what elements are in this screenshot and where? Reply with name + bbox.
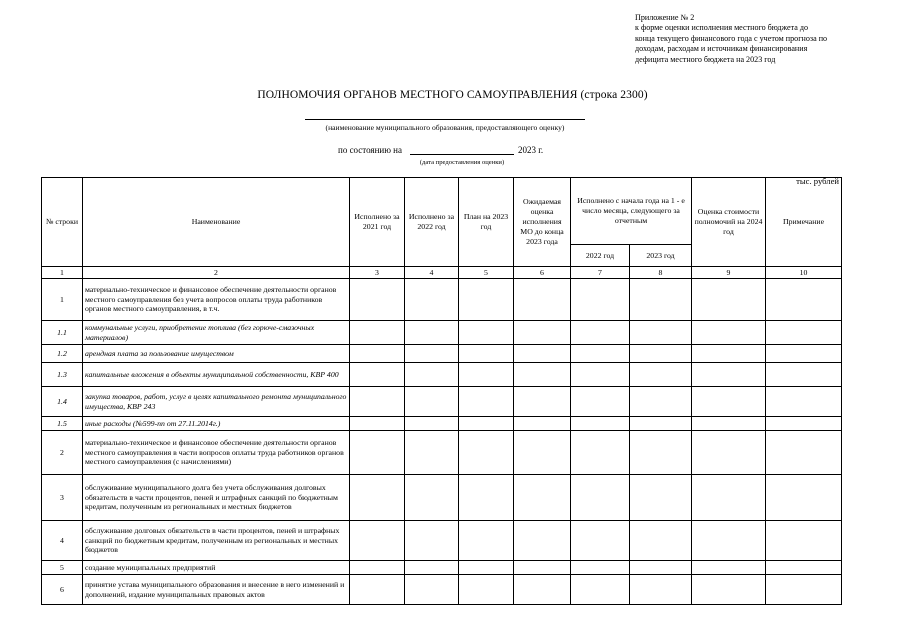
appendix-line: доходам, расходам и источникам финансирования: [635, 44, 808, 54]
table-row: [42, 575, 842, 605]
value-cell: [766, 575, 842, 605]
value-cell: [350, 417, 405, 431]
value-cell: [571, 475, 630, 521]
table-row: [42, 475, 842, 521]
value-cell: [514, 431, 571, 475]
value-cell: [405, 475, 459, 521]
date-suffix: 2023 г.: [518, 145, 544, 155]
col-number: 4: [405, 267, 459, 279]
value-cell: [692, 561, 766, 575]
value-cell: [459, 321, 514, 345]
value-cell: [766, 321, 842, 345]
value-cell: [692, 321, 766, 345]
value-cell: [350, 279, 405, 321]
page-title-text: ПОЛНОМОЧИЯ ОРГАНОВ МЕСТНОГО САМОУПРАВЛЕНИЯ (строка 2300): [257, 89, 648, 101]
value-cell: [459, 575, 514, 605]
value-cell: [766, 345, 842, 363]
row-number: 4: [42, 521, 83, 561]
value-cell: [692, 363, 766, 387]
value-cell: [459, 345, 514, 363]
table-row: [42, 279, 842, 321]
value-cell: [630, 321, 692, 345]
value-cell: [514, 279, 571, 321]
appendix-line: дефицита местного бюджета на 2023 год: [635, 54, 776, 64]
col-number: 9: [692, 267, 766, 279]
row-number: 2: [42, 431, 83, 475]
value-cell: [350, 345, 405, 363]
value-cell: [630, 475, 692, 521]
table-row: [42, 345, 842, 363]
value-cell: [630, 417, 692, 431]
value-cell: [692, 279, 766, 321]
value-cell: [459, 417, 514, 431]
page-title: [0, 89, 905, 101]
row-number: 1: [42, 279, 83, 321]
row-name: арендная плата за пользование имуществом: [83, 345, 350, 363]
units-label: тыс. рублей: [796, 176, 839, 186]
value-cell: [766, 521, 842, 561]
row-name: закупка товаров, работ, услуг в целях капитального ремонта муниципального имущества, КВР 243: [83, 387, 350, 417]
value-cell: [630, 575, 692, 605]
table-row: [42, 431, 842, 475]
value-cell: [630, 363, 692, 387]
row-number: 1.4: [42, 387, 83, 417]
col-number: 5: [459, 267, 514, 279]
header-name: Наименование: [83, 178, 350, 267]
value-cell: [405, 279, 459, 321]
value-cell: [630, 521, 692, 561]
value-cell: [630, 279, 692, 321]
value-cell: [350, 561, 405, 575]
value-cell: [571, 561, 630, 575]
value-cell: [766, 363, 842, 387]
value-cell: [692, 387, 766, 417]
row-name: капитальные вложения в объекты муниципальной собственности, КВР 400: [83, 363, 350, 387]
value-cell: [571, 345, 630, 363]
value-cell: [630, 431, 692, 475]
value-cell: [571, 279, 630, 321]
date-blank-line: [410, 154, 514, 155]
table-row: [42, 417, 842, 431]
value-cell: [514, 475, 571, 521]
value-cell: [514, 417, 571, 431]
header-c10: Примечание: [766, 178, 842, 267]
value-cell: [766, 561, 842, 575]
value-cell: [514, 521, 571, 561]
value-cell: [630, 387, 692, 417]
col-number: 8: [630, 267, 692, 279]
row-number: 6: [42, 575, 83, 605]
value-cell: [630, 345, 692, 363]
col-number: 6: [514, 267, 571, 279]
value-cell: [459, 561, 514, 575]
column-number-row: [42, 267, 842, 279]
header-c6: Ожидаемая оценка исполнения МО до конца 2023 года: [514, 178, 571, 267]
value-cell: [350, 387, 405, 417]
value-cell: [766, 279, 842, 321]
value-cell: [405, 417, 459, 431]
powers-table: [41, 177, 842, 605]
value-cell: [350, 475, 405, 521]
col-number: 3: [350, 267, 405, 279]
value-cell: [405, 561, 459, 575]
row-name: создание муниципальных предприятий: [83, 561, 350, 575]
row-name: обслуживание муниципального долга без учета обслуживания долговых обязательств в части процентов, пеней и штрафных санкций по бюджетным кредитам, полученным из региональных и местных бюджетов: [83, 475, 350, 521]
table-row: [42, 363, 842, 387]
table-row: [42, 561, 842, 575]
municipality-caption: (наименование муниципального образования, предоставляющего оценку): [325, 123, 565, 132]
value-cell: [692, 345, 766, 363]
table-row: [42, 387, 842, 417]
value-cell: [405, 387, 459, 417]
value-cell: [766, 431, 842, 475]
row-number: 1.5: [42, 417, 83, 431]
value-cell: [692, 417, 766, 431]
row-number: 5: [42, 561, 83, 575]
value-cell: [350, 575, 405, 605]
value-cell: [630, 561, 692, 575]
header-c5: План на 2023 год: [459, 178, 514, 267]
date-caption: (дата предоставления оценки): [419, 159, 505, 166]
value-cell: [405, 345, 459, 363]
row-number: 1.2: [42, 345, 83, 363]
row-number: 1.1: [42, 321, 83, 345]
value-cell: [514, 321, 571, 345]
appendix-line: к форме оценки исполнения местного бюджета до: [635, 23, 809, 33]
header-c9: Оценка стоимости полномочий на 2024 год: [692, 178, 766, 267]
header-c8: 2023 год: [630, 245, 692, 267]
col-number: 2: [83, 267, 350, 279]
value-cell: [459, 521, 514, 561]
header-c4: Исполнено за 2022 год: [405, 178, 459, 267]
header-c78: Исполнено с начала года на 1 - е число месяца, следующего за отчетным: [571, 178, 692, 245]
municipality-blank-line: [305, 119, 585, 120]
value-cell: [350, 431, 405, 475]
value-cell: [350, 321, 405, 345]
value-cell: [350, 363, 405, 387]
value-cell: [692, 431, 766, 475]
value-cell: [766, 475, 842, 521]
header-row: [42, 178, 842, 245]
value-cell: [514, 561, 571, 575]
appendix-note: [635, 13, 897, 65]
value-cell: [766, 387, 842, 417]
value-cell: [405, 321, 459, 345]
value-cell: [766, 417, 842, 431]
row-number: 1.3: [42, 363, 83, 387]
row-name: материально-техническое и финансовое обеспечение деятельности органов местного самоуправления в части вопросов оплаты труда работников органов местного самоуправления (с начислениями): [83, 431, 350, 475]
table-row: [42, 521, 842, 561]
value-cell: [459, 431, 514, 475]
value-cell: [571, 521, 630, 561]
value-cell: [459, 387, 514, 417]
table-row: [42, 321, 842, 345]
value-cell: [571, 363, 630, 387]
row-name: коммунальные услуги, приобретение топлива (без горюче-смазочных материалов): [83, 321, 350, 345]
value-cell: [692, 475, 766, 521]
col-number: 7: [571, 267, 630, 279]
value-cell: [514, 387, 571, 417]
header-c7: 2022 год: [571, 245, 630, 267]
value-cell: [405, 431, 459, 475]
row-name: обслуживание долговых обязательств в части процентов, пеней и штрафных санкций по бюджетным кредитам, полученным из региональных и местных бюджетов: [83, 521, 350, 561]
value-cell: [571, 575, 630, 605]
col-number: 10: [766, 267, 842, 279]
row-name: принятие устава муниципального образования и внесение в него изменений и дополнений, издание муниципальных правовых актов: [83, 575, 350, 605]
value-cell: [571, 417, 630, 431]
row-name: материально-техническое и финансовое обеспечение деятельности органов местного самоуправления без учета вопросов оплаты труда работников органов местного самоуправления, в т.ч.: [83, 279, 350, 321]
value-cell: [405, 363, 459, 387]
row-number: 3: [42, 475, 83, 521]
header-c3: Исполнено за 2021 год: [350, 178, 405, 267]
header-row-no: № строки: [42, 178, 83, 267]
value-cell: [459, 279, 514, 321]
row-name: иные расходы (№599-пп от 27.11.2014г.): [83, 417, 350, 431]
col-number: 1: [42, 267, 83, 279]
value-cell: [350, 521, 405, 561]
value-cell: [692, 575, 766, 605]
date-prefix: по состоянию на: [338, 145, 402, 155]
value-cell: [571, 387, 630, 417]
value-cell: [692, 521, 766, 561]
value-cell: [405, 521, 459, 561]
value-cell: [571, 431, 630, 475]
value-cell: [571, 321, 630, 345]
value-cell: [459, 475, 514, 521]
value-cell: [514, 363, 571, 387]
appendix-line: Приложение № 2: [635, 13, 695, 22]
appendix-line: конца текущего финансового года с учетом прогноза по: [635, 33, 828, 43]
value-cell: [459, 363, 514, 387]
value-cell: [514, 345, 571, 363]
value-cell: [405, 575, 459, 605]
value-cell: [514, 575, 571, 605]
